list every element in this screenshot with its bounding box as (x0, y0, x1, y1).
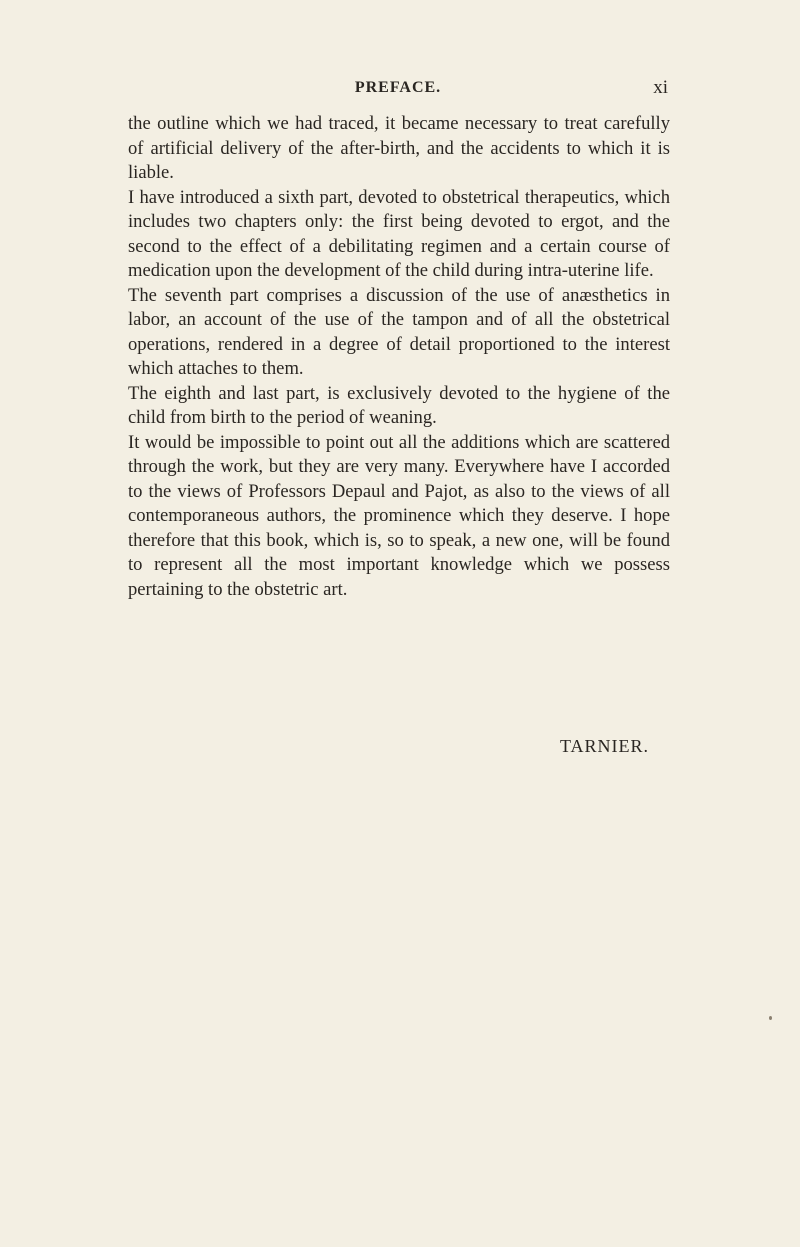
paragraph-sixth-part: I have introduced a sixth part, devoted to obstetrical therapeutics, which includes two chapters only: the first being devoted to ergot, and the second to the effect of a debilitating regimen and a certain course of medication upon the development of the child during intra-uterine life. (128, 186, 670, 281)
author-signature: TARNIER. (560, 736, 650, 756)
page-number: xi (653, 77, 668, 98)
paragraph-additions: It would be impossible to point out all the additions which are scattered through the work, but they are very many. Everywhere have I accorded to the views of Professors Depaul and Pajot, as also to the views of all contemporaneous authors, the prominence which they deserve. I hope therefore that this book, which is, so to speak, a new one, will be found to represent all the most important knowledge which we possess pertaining to the obstetric art. (128, 431, 670, 600)
page-header (128, 74, 668, 102)
paper-speck (769, 1016, 772, 1020)
paragraph-artificial-delivery: the outline which we had traced, it became necessary to treat carefully of artificial delivery of the after-birth, and the accidents to which it is liable. (128, 113, 670, 183)
paragraph-eighth-part: The eighth and last part, is exclusively devoted to the hygiene of the child from birth to the period of weaning. (128, 382, 670, 428)
running-title: PREFACE. (354, 79, 442, 96)
body-text (128, 112, 670, 602)
paragraph-seventh-part: The seventh part comprises a discussion of the use of anæsthetics in labor, an account of the use of the tampon and of all the obstetrical operations, rendered in a degree of detail proportioned to the interest which attaches to them. (128, 284, 670, 379)
